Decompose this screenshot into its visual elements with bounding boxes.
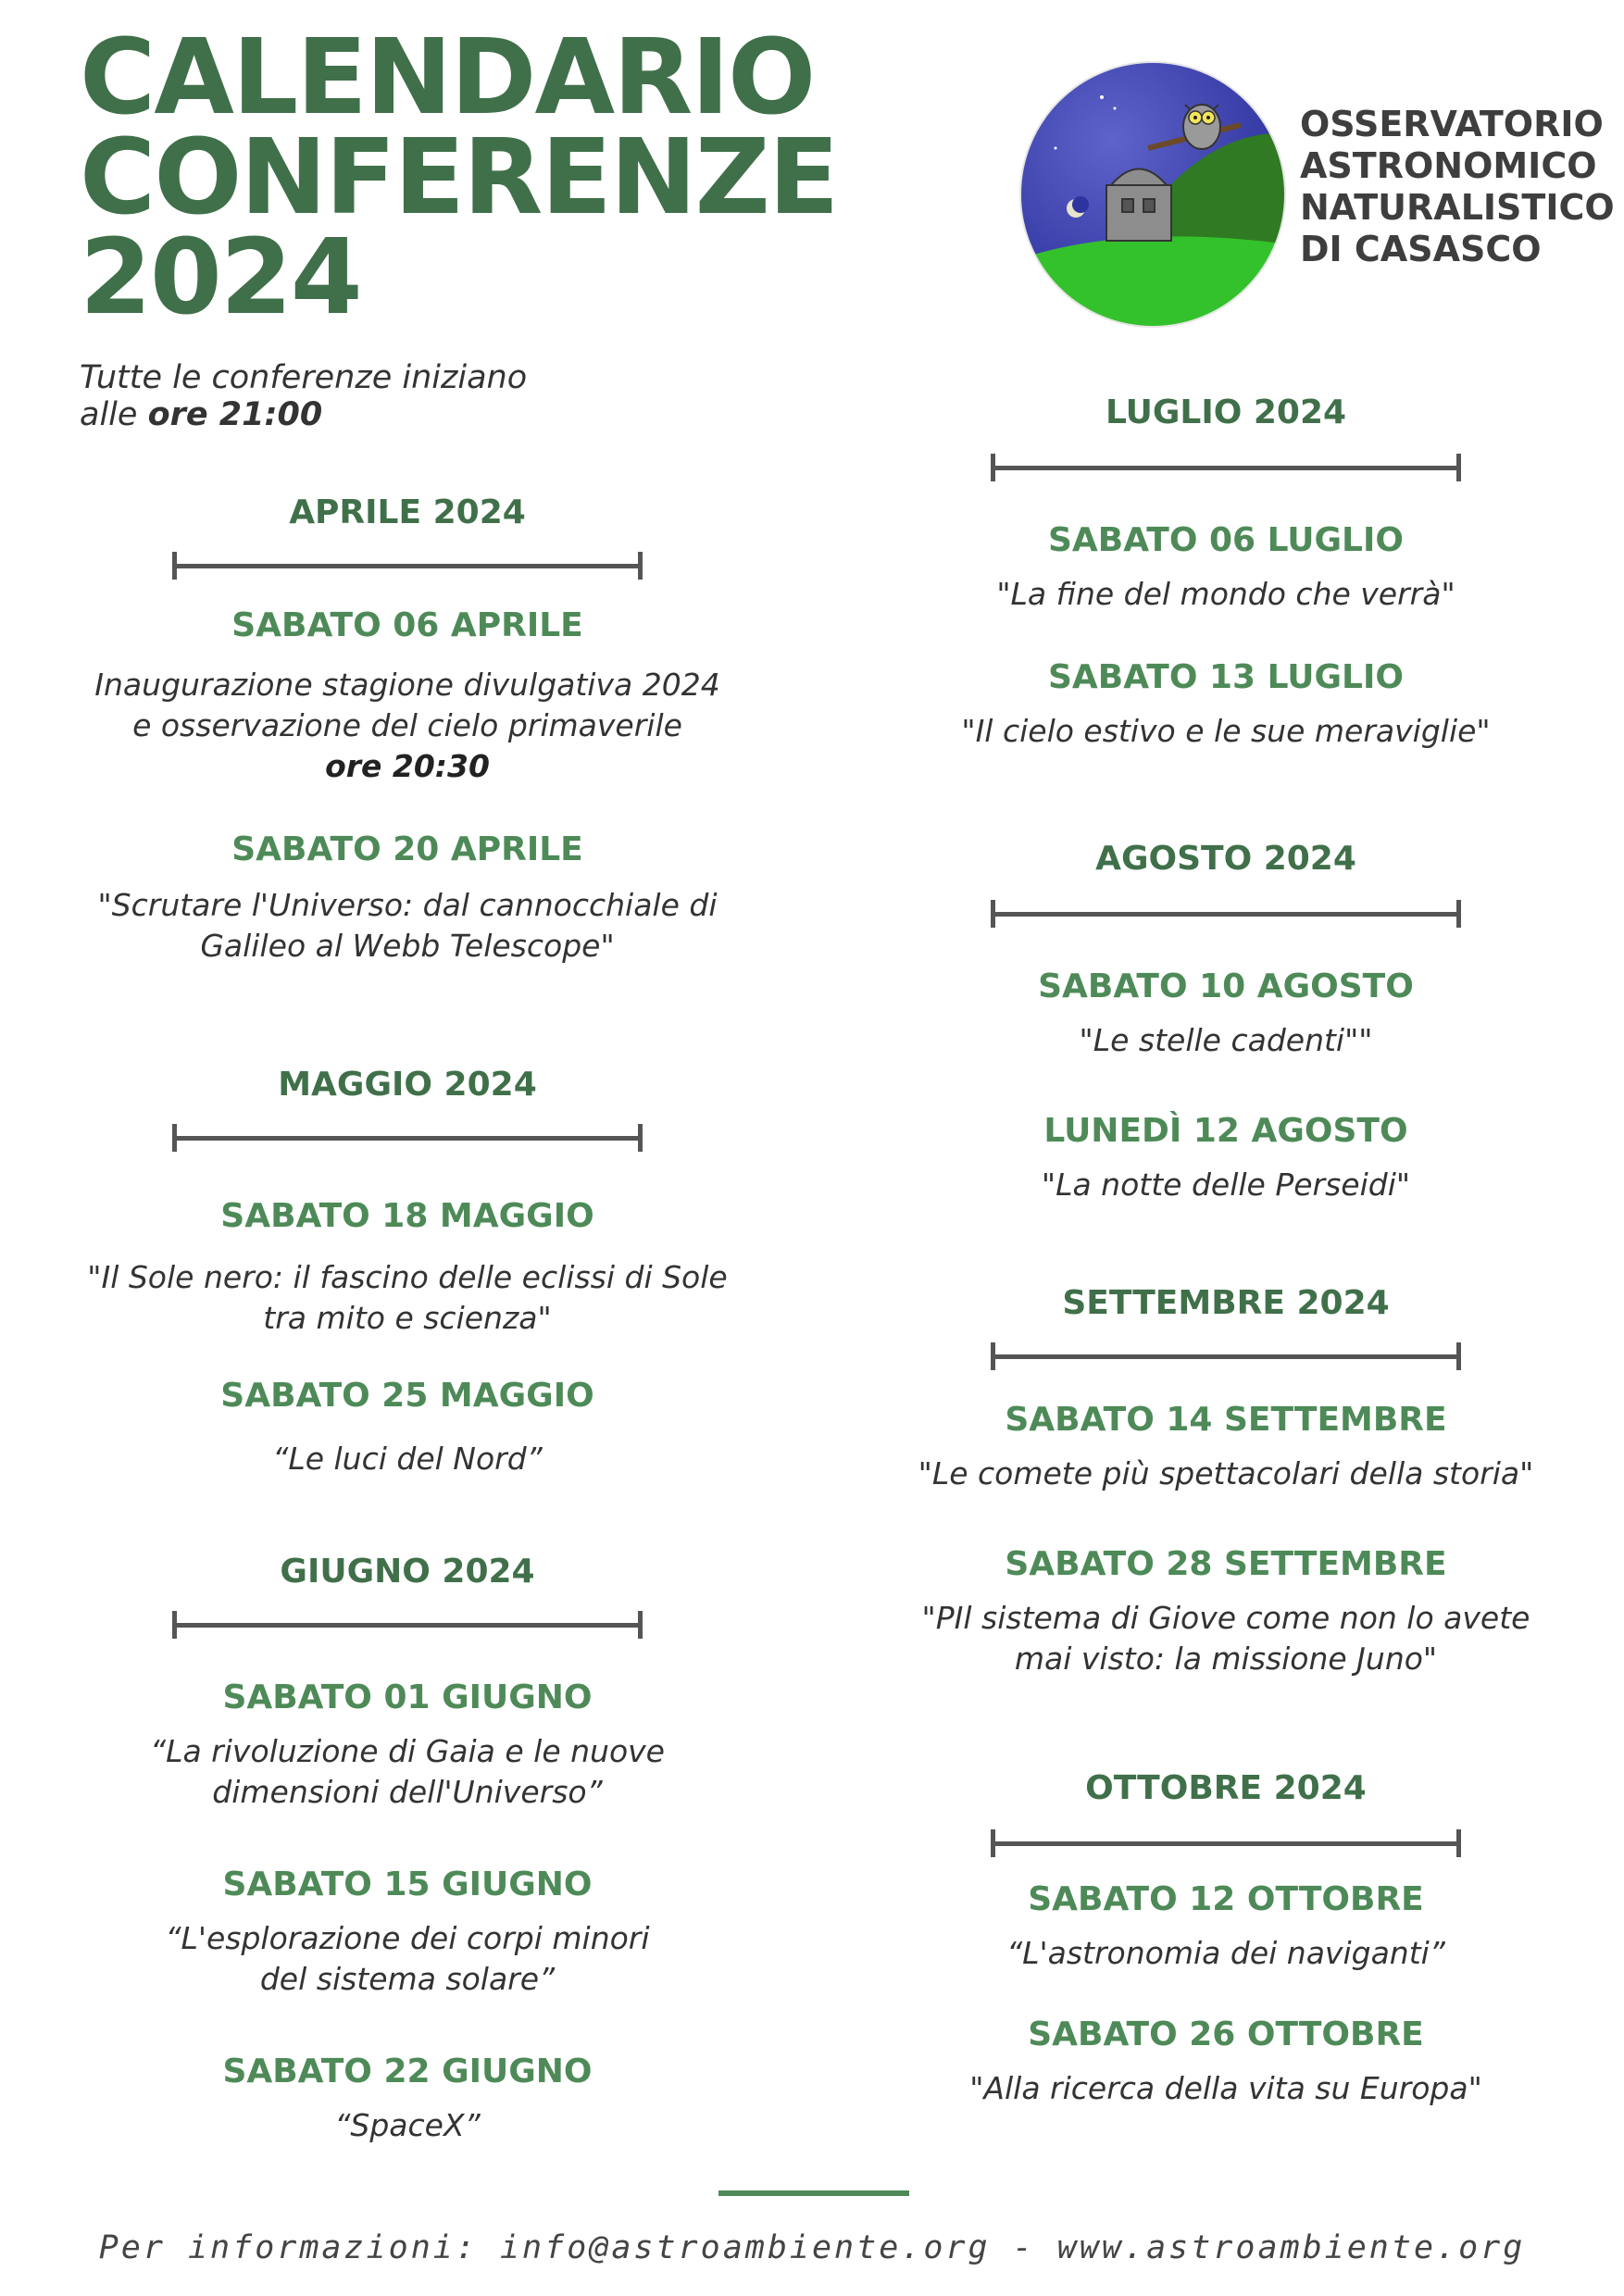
intro-time: ore 21:00 <box>147 396 323 433</box>
event-october-26 <box>893 2015 1559 2109</box>
event-april-20 <box>81 830 733 967</box>
event-date: SABATO 10 AGOSTO <box>1038 967 1414 1005</box>
month-divider <box>991 1352 1461 1361</box>
start-time-note <box>80 359 527 433</box>
month-divider <box>991 909 1461 918</box>
org-line-4: DI CASASCO <box>1300 229 1542 269</box>
event-date: SABATO 28 SETTEMBRE <box>1005 1545 1447 1583</box>
month-divider <box>172 561 643 570</box>
event-date: SABATO 20 APRILE <box>231 830 583 868</box>
footer-website-link[interactable]: www.astroambiente.org <box>1056 2229 1526 2266</box>
month-title: APRILE 2024 <box>289 493 526 531</box>
org-line-3: NATURALISTICO <box>1300 187 1615 228</box>
event-june-15 <box>81 1865 733 2000</box>
event-title: “L'astronomia dei naviganti” <box>1006 1935 1445 1971</box>
intro-line-2 <box>80 396 527 433</box>
month-title: SETTEMBRE 2024 <box>1062 1284 1390 1322</box>
intro-prefix: alle <box>80 396 148 433</box>
event-may-18 <box>81 1196 733 1339</box>
month-divider <box>991 1839 1461 1848</box>
month-divider <box>991 463 1461 472</box>
footer-separator: - <box>990 2229 1057 2266</box>
month-june <box>128 1552 687 1629</box>
event-title: “La rivoluzione di Gaia e le nuove dimensioni dell'Universo” <box>149 1733 665 1810</box>
title-line-3: 2024 <box>80 218 361 338</box>
event-july-06 <box>893 520 1559 615</box>
event-date: SABATO 25 MAGGIO <box>220 1377 594 1415</box>
event-september-28 <box>893 1544 1559 1679</box>
title-line-1: CALENDARIO <box>80 18 815 138</box>
month-title: MAGGIO 2024 <box>278 1066 537 1104</box>
event-title: "Il cielo estivo e le sue meraviglie" <box>961 713 1491 749</box>
event-april-06 <box>81 605 733 787</box>
event-june-01 <box>81 1678 733 1813</box>
event-october-12 <box>893 1879 1559 1974</box>
event-june-22 <box>81 2052 733 2146</box>
organization-name <box>1300 104 1615 270</box>
event-may-25 <box>81 1376 733 1479</box>
month-october <box>946 1768 1505 1848</box>
month-divider <box>172 1620 643 1629</box>
month-august <box>946 839 1505 918</box>
org-line-1: OSSERVATORIO <box>1300 104 1604 144</box>
event-title: "Le stelle cadenti"" <box>1079 1022 1373 1058</box>
event-title: “Le luci del Nord” <box>272 1441 543 1477</box>
month-may <box>128 1065 687 1142</box>
event-date: SABATO 12 OTTOBRE <box>1028 1880 1424 1918</box>
event-august-10 <box>893 967 1559 1061</box>
event-date: SABATO 26 OTTOBRE <box>1028 2015 1424 2053</box>
page-title <box>80 18 838 338</box>
event-title: “L'esplorazione dei corpi minori del sistema solare” <box>165 1920 650 1997</box>
event-date: SABATO 18 MAGGIO <box>220 1197 594 1235</box>
title-line-2: CONFERENZE <box>80 118 838 238</box>
month-july <box>946 393 1505 472</box>
event-time: ore 20:30 <box>325 748 490 784</box>
footer-divider <box>718 2190 909 2196</box>
month-divider <box>172 1133 643 1142</box>
event-title: "La fine del mondo che verrà" <box>996 576 1455 612</box>
month-title: OTTOBRE 2024 <box>1085 1769 1367 1807</box>
event-title: "Scrutare l'Universo: dal cannocchiale di Galileo al Webb Telescope" <box>97 887 718 964</box>
event-title: "Il Sole nero: il fascino delle eclissi di Sole tra mito e scienza" <box>87 1259 728 1336</box>
footer-label: Per informazioni: <box>98 2229 500 2266</box>
event-date: SABATO 06 APRILE <box>231 606 583 644</box>
observatory-owl-logo-icon <box>1018 60 1287 329</box>
org-line-2: ASTRONOMICO <box>1300 145 1597 186</box>
event-date: SABATO 01 GIUGNO <box>222 1678 593 1716</box>
event-date: LUNEDÌ 12 AGOSTO <box>1043 1112 1408 1150</box>
footer-email-link[interactable]: info@astroambiente.org <box>499 2229 991 2266</box>
month-title: GIUGNO 2024 <box>280 1553 535 1591</box>
contact-footer <box>0 2229 1624 2266</box>
event-date: SABATO 06 LUGLIO <box>1048 521 1404 559</box>
month-september <box>946 1283 1505 1361</box>
event-title: Inaugurazione stagione divulgativa 2024 e osservazione del cielo primaverile <box>94 667 720 743</box>
event-title: "PIl sistema di Giove come non lo avete mai visto: la missione Juno" <box>921 1600 1530 1677</box>
intro-line-1: Tutte le conferenze iniziano <box>80 359 528 396</box>
event-july-13 <box>893 657 1559 752</box>
event-title: "Alla ricerca della vita su Europa" <box>969 2070 1482 2106</box>
month-april <box>128 493 687 570</box>
event-title: "Le comete più spettacolari della storia" <box>918 1455 1534 1491</box>
event-date: SABATO 13 LUGLIO <box>1048 658 1404 696</box>
event-date: SABATO 14 SETTEMBRE <box>1005 1401 1447 1439</box>
event-date: SABATO 15 GIUGNO <box>222 1866 593 1903</box>
event-september-14 <box>893 1400 1559 1494</box>
event-title: "La notte delle Perseidi" <box>1041 1167 1411 1203</box>
month-title: LUGLIO 2024 <box>1105 393 1347 431</box>
event-title: “SpaceX” <box>334 2107 481 2143</box>
event-date: SABATO 22 GIUGNO <box>222 2053 593 2090</box>
event-august-12 <box>893 1111 1559 1205</box>
month-title: AGOSTO 2024 <box>1095 840 1356 878</box>
